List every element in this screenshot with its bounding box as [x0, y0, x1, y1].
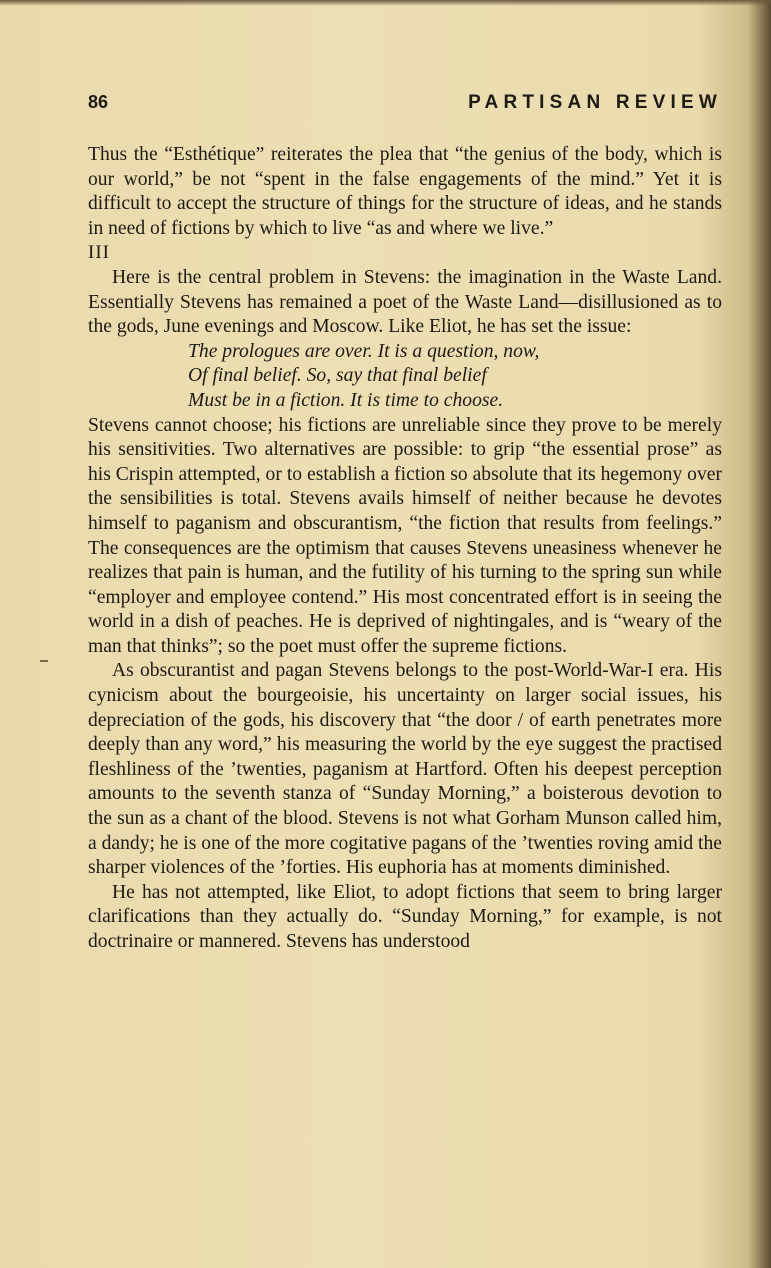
margin-mark — [40, 660, 48, 662]
page-body — [88, 143, 722, 955]
verse-line: Of final belief. So, say that final belief — [188, 365, 487, 387]
page-number: 86 — [88, 92, 109, 112]
section-heading: III — [88, 242, 110, 264]
paragraph-section-intro: Here is the central problem in Stevens: the imagination in the Waste Land. Essentially Stevens has remained a poet of the Waste Land—disillusioned as to the gods, June evenings and Moscow. Like Eliot, he has set the issue: — [88, 266, 722, 338]
paragraph-closing: He has not attempted, like Eliot, to adopt fictions that seem to bring larger clarifications than they actually do. “Sunday Morning,” for example, is not doctrinaire or mannered. Stevens has understood — [88, 881, 722, 952]
page-header — [88, 92, 722, 122]
page-top-shadow — [0, 0, 771, 6]
verse-line: Must be in a fiction. It is time to choose. — [188, 389, 504, 411]
running-head: PARTISAN REVIEW — [468, 92, 722, 113]
paragraph-opening: Thus the “Esthétique” reiterates the plea that “the genius of the body, which is our world,” be not “spent in the false engagements of the mind.” Yet it is difficult to accept the structure of things for the structure of ideas, and he stands in need of fictions by which to live “as and where we live.” — [88, 144, 722, 239]
verse-quote — [88, 340, 722, 414]
paragraph-after-quote: Stevens cannot choose; his fictions are unreliable since they prove to be merely his sensitivities. Two alternatives are possible: to grip “the essential prose” as his Crispin attempted, or to establish a fiction so absolute that its hegemony over the sensibilities is total. Stevens avails himself of neither because he devotes himself to paganism and obscurantism, “the fiction that results from feelings.” The consequences are the optimism that causes Stevens uneasiness whenever he realizes that pain is human, and the futility of his turning to the spring sun while “employer and employee contend.” His most concentrated effort is in seeing the world in a dish of peaches. He is deprived of nightingales, and is “weary of the man that thinks”; so the poet must offer the supreme fictions. — [88, 414, 722, 657]
paragraph-obscurantist: As obscurantist and pagan Stevens belongs to the post-World-War-I era. His cynicism about the bourgeoisie, his uncertainty on larger social issues, his depreciation of the gods, his discovery that “the door / of earth penetrates more deeply than any word,” his measuring the world by the eye suggest the practised fleshliness of the ’twenties, paganism at Hartford. Often his deepest perception amounts to the seventh stanza of “Sunday Morning,” a boisterous devotion to the sun as a chant of the blood. Stevens is not what Gorham Munson called him, a dandy; he is one of the more cogitative pagans of the ’twenties roving amid the sharper violences of the ’forties. His euphoria has at moments diminished. — [88, 660, 722, 879]
verse-line: The prologues are over. It is a question, now, — [188, 340, 540, 362]
